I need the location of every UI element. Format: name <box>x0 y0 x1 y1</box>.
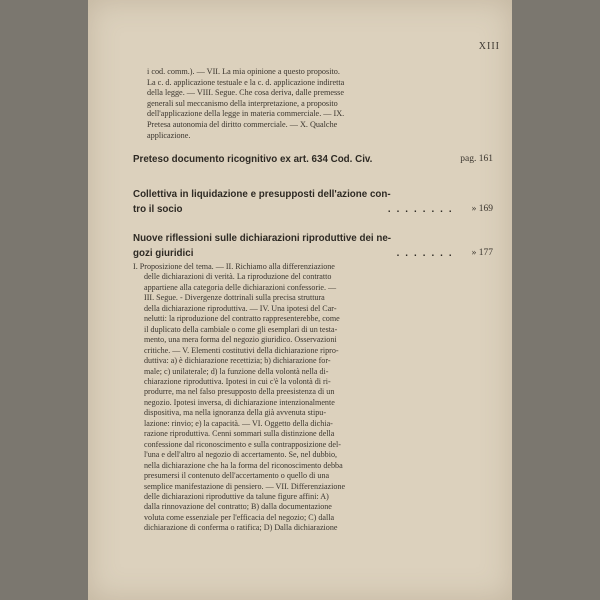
summary-line: confessione dal riconoscimento e sulla contrapposizione del- <box>144 439 341 449</box>
summary-line: nella dichiarazione che ha la forma del riconoscimento debba <box>144 460 343 470</box>
summary-line: dispositiva, ma nella ignoranza della già avvenuta stipu- <box>144 408 327 418</box>
summary-line: produrre, ma nel falso presupposto della preesistenza di un <box>144 387 335 397</box>
summary-line: mento, una mera forma del negozio giuridico. Osservazioni <box>144 335 337 345</box>
summary-line: delle dichiarazioni riproduttive da talune figure affini: A) <box>144 491 329 501</box>
summary-line: generali sul meccanismo della interpretazione, a proposito <box>147 98 338 108</box>
summary-line: presumersi il contenuto dell'accertamento o quello di una <box>144 471 330 481</box>
entry-page: » 169 <box>471 204 493 214</box>
toc-entry <box>133 187 493 217</box>
summary-line: duttiva: a) è dichiarazione recettizia; b) dichiarazione for- <box>144 356 331 366</box>
entry-page: pag. 161 <box>460 154 493 164</box>
leader-dots: ....... <box>396 248 458 259</box>
summary-line: dalla rinnovazione del contratto; B) dalla documentazione <box>144 502 332 512</box>
leader-dots: ........ <box>387 204 458 215</box>
summary-line: i cod. comm.). — VII. La mia opinione a questo proposito. <box>147 67 340 76</box>
summary-line: negozio. Ipotesi inversa, di dichiarazione intenzionalmente <box>144 397 335 407</box>
summary-line: delle dichiarazioni di verità. La riproduzione del contratto <box>144 272 332 282</box>
summary-line: nelutti: la riproduzione del contratto rappresenterebbe, come <box>144 314 340 324</box>
entry-title: Collettiva in liquidazione e presupposti dell'azione con- <box>133 189 391 200</box>
page-number: XIII <box>478 41 500 52</box>
summary-line: voluta come essenziale per l'efficacia del negozio; C) dalla <box>144 512 335 522</box>
summary-line: I. Proposizione del tema. — II. Richiamo alla differenziazione <box>133 262 335 271</box>
summary-line: della legge. — VIII. Segue. Che cosa deriva, dalle premesse <box>147 88 344 98</box>
summary-line: della dichiarazione riproduttiva. — IV. Una ipotesi del Car- <box>144 303 337 313</box>
summary-line: semplice manifestazione di pensiero. — VII. Differenziazione <box>144 481 346 491</box>
entry-title: Nuove riflessioni sulle dichiarazioni riproduttive dei ne- <box>133 233 392 244</box>
summary-line: La c. d. applicazione testuale e la c. d. applicazione indiretta <box>147 77 345 87</box>
toc-entry <box>133 231 493 261</box>
summary-line: dichiarazione di conferma o ratifica; D) Dalla dichiarazione <box>144 523 338 533</box>
summary-line: lazione: rinvio; e) la capacità. — VI. Oggetto della dichia- <box>144 418 333 428</box>
summary-line: razione riproduttiva. Cenni sommari sulla distinzione della <box>144 429 335 439</box>
summary-line: appartiene alla categoria delle dichiarazioni confessorie. — <box>144 282 337 292</box>
entry-title-continued: gozi giuridici <box>133 248 194 259</box>
summary-line: il duplicato della cambiale o come gli esemplari di un testa- <box>144 324 338 334</box>
entry-title: Preteso documento ricognitivo ex art. 634 Cod. Civ. <box>133 154 373 165</box>
summary-line: dell'applicazione della legge in materia commerciale. — IX. <box>147 109 345 119</box>
summary-line: critiche. — V. Elementi costitutivi della dichiarazione ripro- <box>144 345 339 355</box>
summary-line: l'una e dell'altro al negozio di accertamento. Se, nel dubbio, <box>144 450 338 460</box>
summary-line: applicazione. <box>147 130 191 140</box>
entry-summary <box>133 262 467 534</box>
summary-line: male; c) unilaterale; d) la funzione della volontà nella di- <box>144 366 329 376</box>
toc-entry <box>133 152 493 167</box>
book-page <box>88 0 512 600</box>
entry-page: » 177 <box>471 248 493 258</box>
entry-title-continued: tro il socio <box>133 204 183 215</box>
summary-line: Pretesa autonomia del diritto commerciale. — X. Qualche <box>147 119 338 129</box>
continued-summary <box>147 67 377 141</box>
summary-line: III. Segue. - Divergenze dottrinali sulla precisa struttura <box>144 293 325 303</box>
summary-line: chiarazione riproduttiva. Ipotesi in cui c'è la volontà di ri- <box>144 376 331 386</box>
